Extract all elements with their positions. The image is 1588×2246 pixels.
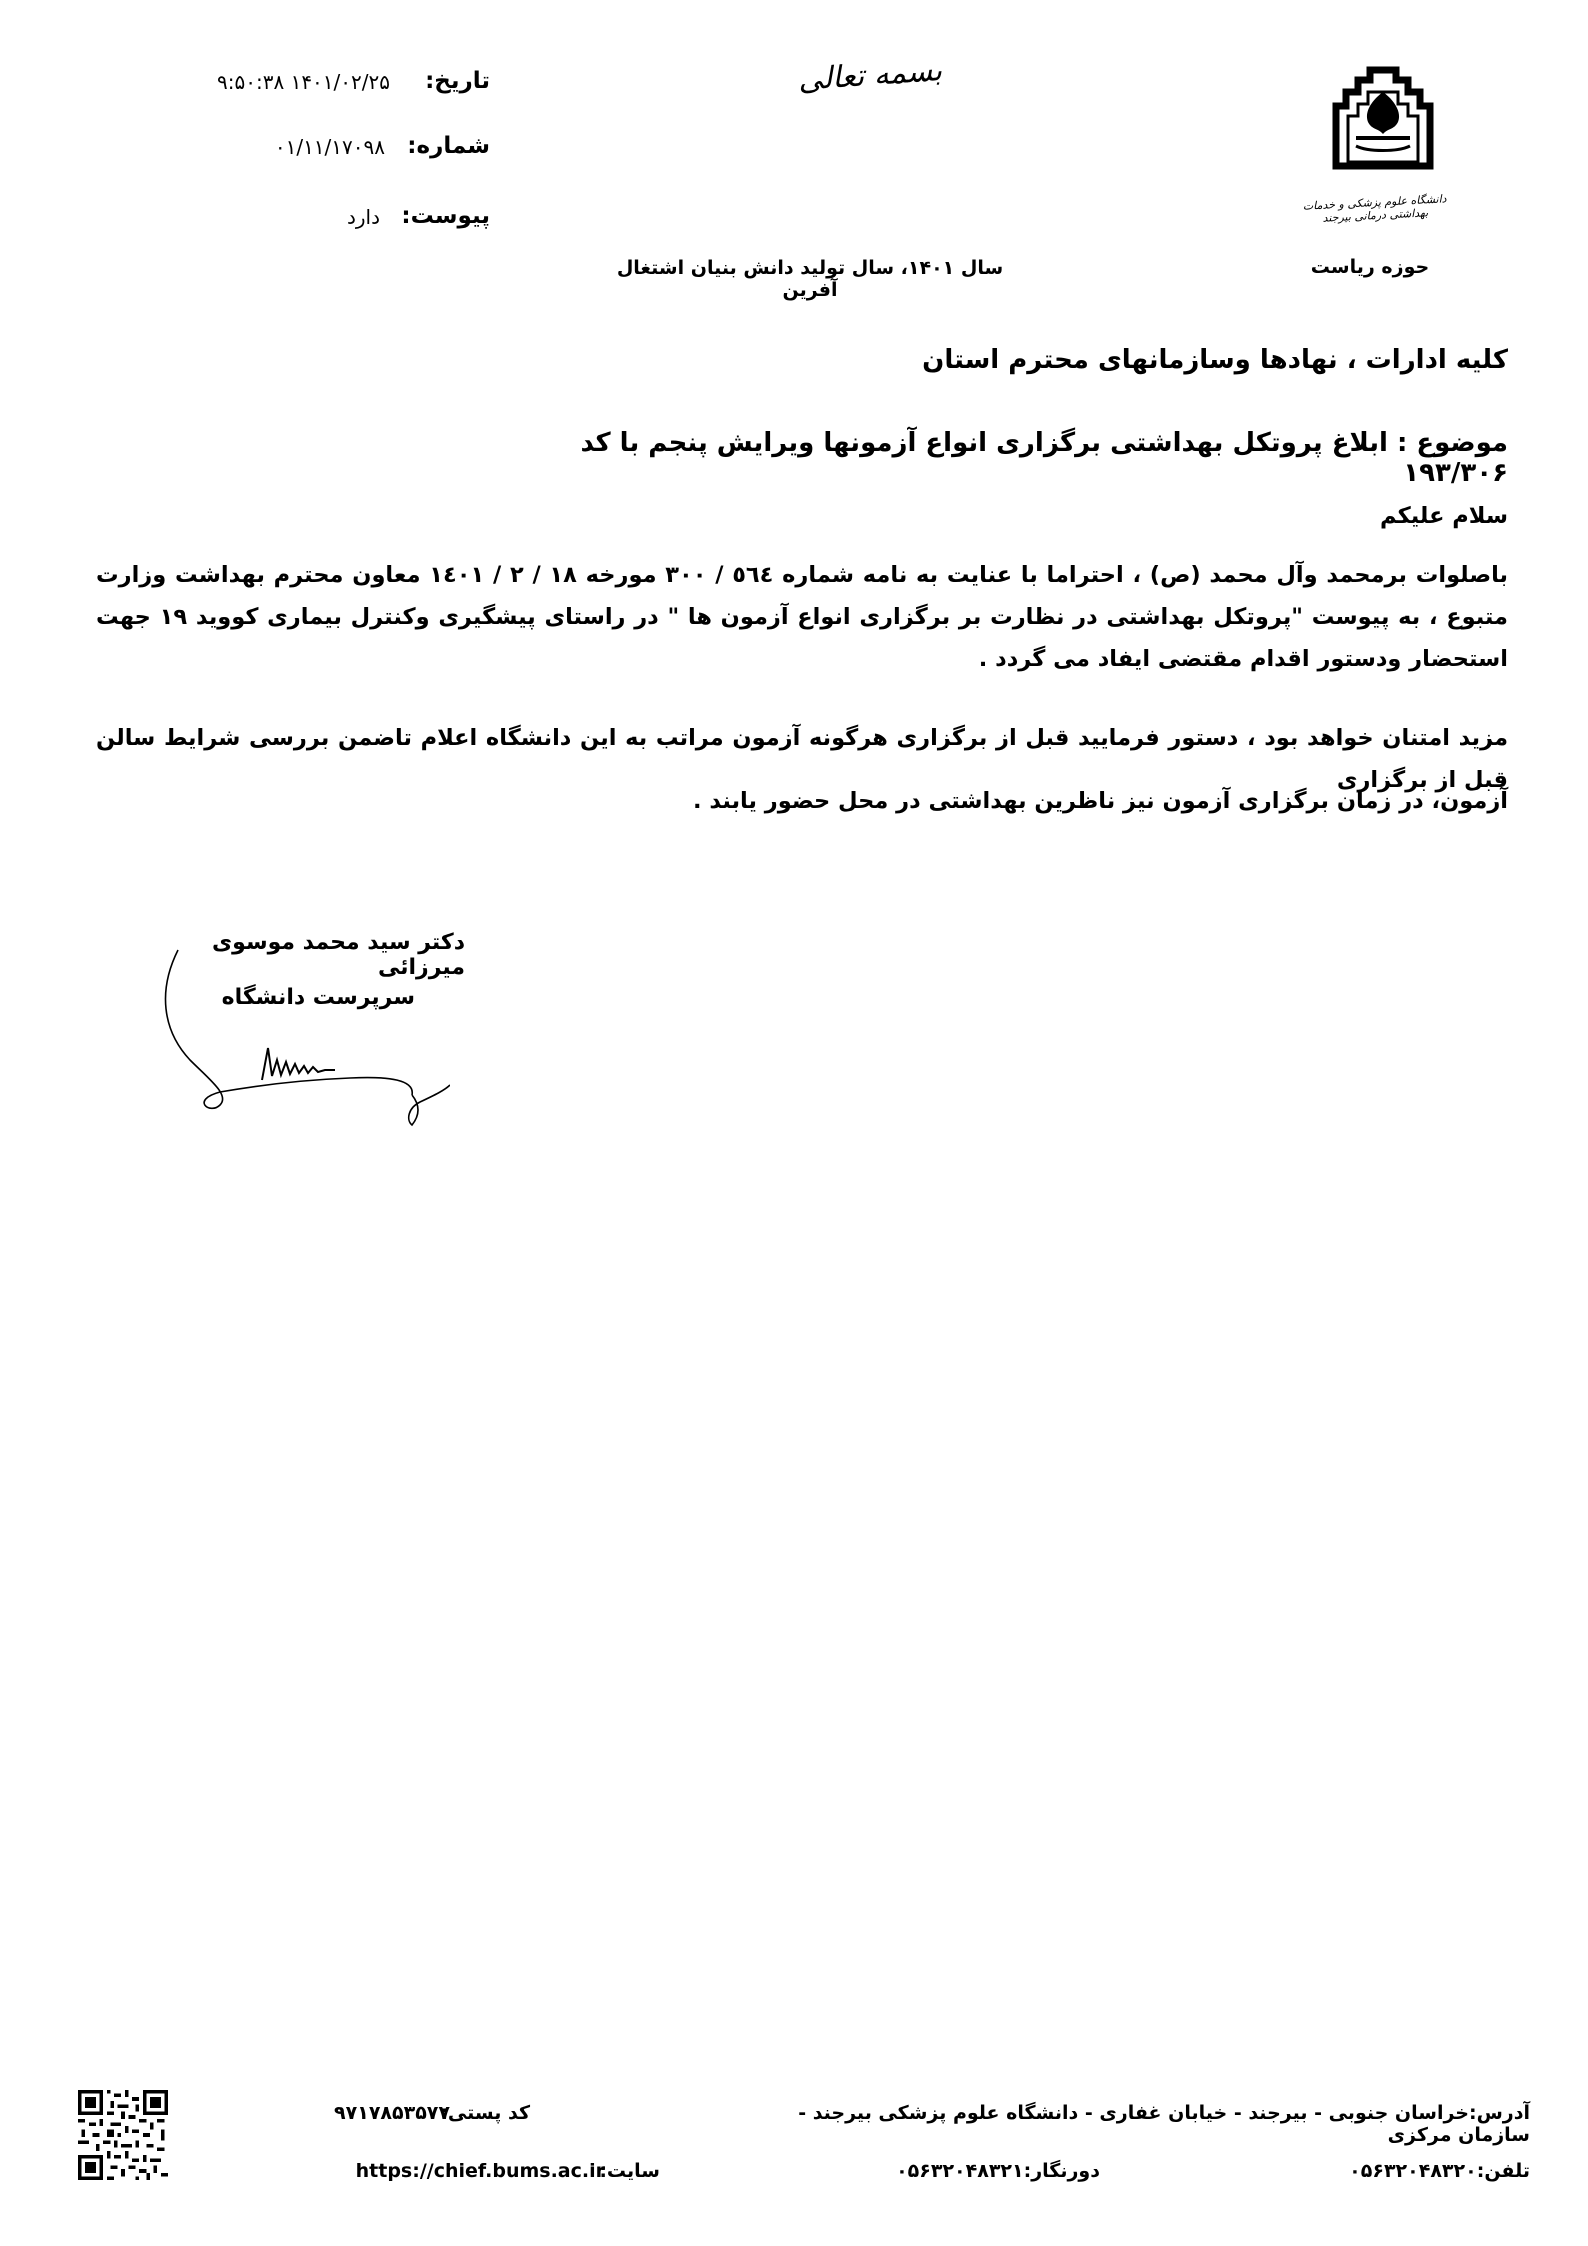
recipient-line: کلیه ادارات ، نهادها وسازمانهای محترم استان [922, 345, 1508, 375]
number-value: ۰۱/۱۱/۱۷۰۹۸ [274, 135, 385, 159]
greeting: سلام علیکم [1379, 503, 1508, 529]
body-paragraph-1: باصلوات برمحمد وآل محمد (ص) ، احتراما با عنایت به نامه شماره ٥٦٤ / ۳۰۰ مورخه ۱۸ / ۲ / ۱٤۰۱ معاون محترم بهداشت وزارت متبوع ، به پیوست "پروتکل بهداشتی در نظارت بر برگزاری انواع آزمون ها " در راستای پیشگیری وکنترل بیماری کووید ۱۹ جهت استحضار ودستور اقدام مقتضی ایفاد می گردد . [96, 562, 1509, 672]
year-slogan: سال ۱۴۰۱، سال تولید دانش بنیان اشتغال آفرین [616, 257, 1004, 301]
postal-code-label: کد پستی: [440, 2102, 530, 2124]
bismillah: بسمه تعالی [796, 53, 944, 98]
date-value: ۹:۵۰:۳۸ ۱۴۰۱/۰۲/۲۵ [217, 70, 390, 94]
footer-phone: تلفن:۰۵۶۳۲۰۴۸۳۲۰ [1349, 2160, 1530, 2182]
postal-code-value: ۹۷۱۷۸۵۳۵۷۷ [334, 2102, 450, 2124]
attachment-value: دارد [346, 205, 380, 229]
footer-address: آدرس:خراسان جنوبی - بیرجند - خیابان غفاری - دانشگاه علوم پزشکی بیرجند - سازمان مرکزی [798, 2102, 1530, 2146]
body-paragraph-3: آزمون، در زمان برگزاری آزمون نیز ناظرین بهداشتی در محل حضور یابند . [693, 788, 1508, 814]
website-label: سایت: [599, 2160, 660, 2182]
date-label: تاریخ: [425, 68, 490, 94]
number-label: شماره: [407, 133, 490, 159]
subject-line: موضوع : ابلاغ پروتکل بهداشتی برگزاری انواع آزمونها ویرایش پنجم با کد ۱۹۳/۳۰۶ [580, 428, 1508, 488]
qr-code [78, 2090, 168, 2180]
signatory-title: سرپرست دانشگاه [221, 985, 415, 1010]
university-logo [1328, 62, 1438, 172]
handwritten-signature [150, 920, 450, 1140]
signatory-name: دکتر سید محمد موسوی میرزائی [212, 930, 465, 980]
body-paragraph-2: مزید امتنان خواهد بود ، دستور فرمایید قبل از برگزاری هرگونه آزمون مراتب به این دانشگاه اعلام تاضمن بررسی شرایط سالن قبل از برگزاری [96, 725, 1508, 793]
attachment-label: پیوست: [401, 203, 490, 229]
department-label: حوزه ریاست [1310, 256, 1430, 278]
website-link[interactable]: https://chief.bums.ac.ir [355, 2160, 605, 2182]
footer-fax: دورنگار:۰۵۶۳۲۰۴۸۳۲۱ [896, 2160, 1100, 2182]
logo-caption: دانشگاه علوم پزشکی و خدمات بهداشتی درمانی بیرجند [1302, 192, 1447, 225]
